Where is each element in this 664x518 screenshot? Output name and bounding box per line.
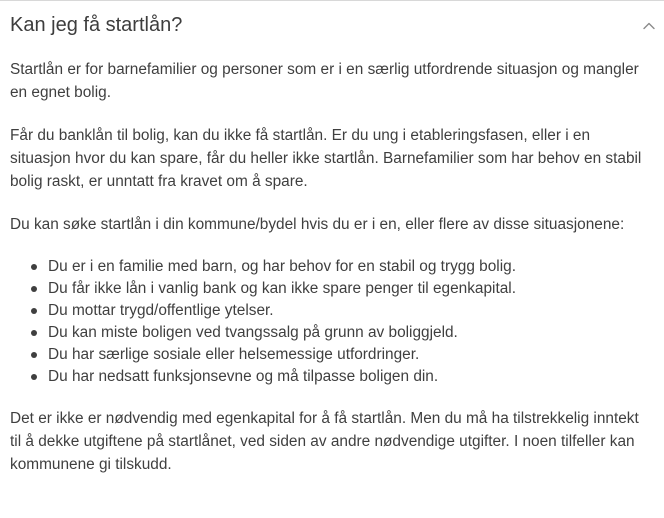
- accordion-title[interactable]: Kan jeg få startlån?: [10, 14, 183, 36]
- intro-paragraph: Startlån er for barnefamilier og personer som er i en særlig utfordrende situasjon og mangler en egnet bolig.: [10, 61, 639, 101]
- list-item: Du mottar trygd/offentlige ytelser.: [48, 300, 654, 322]
- closing-paragraph: Det er ikke er nødvendig med egenkapital for å få startlån. Men du må ha tilstrekkelig inntekt til å dekke utgiftene på startlånet, ved siden av andre nødvendige utgifter. I noen tilfeller kan kommunene gi tilskudd.: [10, 410, 639, 473]
- chevron-up-icon[interactable]: [641, 18, 657, 34]
- accordion-content: [10, 58, 654, 496]
- criteria-intro-paragraph: Du kan søke startlån i din kommune/bydel hvis du er i en, eller flere av disse situasjonene:: [10, 216, 625, 233]
- list-item: Du får ikke lån i vanlig bank og kan ikke spare penger til egenkapital.: [48, 278, 654, 300]
- criteria-list: [10, 256, 654, 388]
- eligibility-paragraph: Får du banklån til bolig, kan du ikke få startlån. Er du ung i etableringsfasen, eller i en situasjon hvor du kan spare, får du heller ikke startlån. Barnefamilier som har behov en stabil bolig raskt, er unntatt fra kravet om å spare.: [10, 127, 642, 190]
- list-item: Du har nedsatt funksjonsevne og må tilpasse boligen din.: [48, 366, 654, 388]
- list-item: Du har særlige sosiale eller helsemessige utfordringer.: [48, 344, 654, 366]
- accordion-header[interactable]: [0, 0, 664, 50]
- list-item: Du er i en familie med barn, og har behov for en stabil og trygg bolig.: [48, 256, 654, 278]
- list-item: Du kan miste boligen ved tvangssalg på grunn av boliggjeld.: [48, 322, 654, 344]
